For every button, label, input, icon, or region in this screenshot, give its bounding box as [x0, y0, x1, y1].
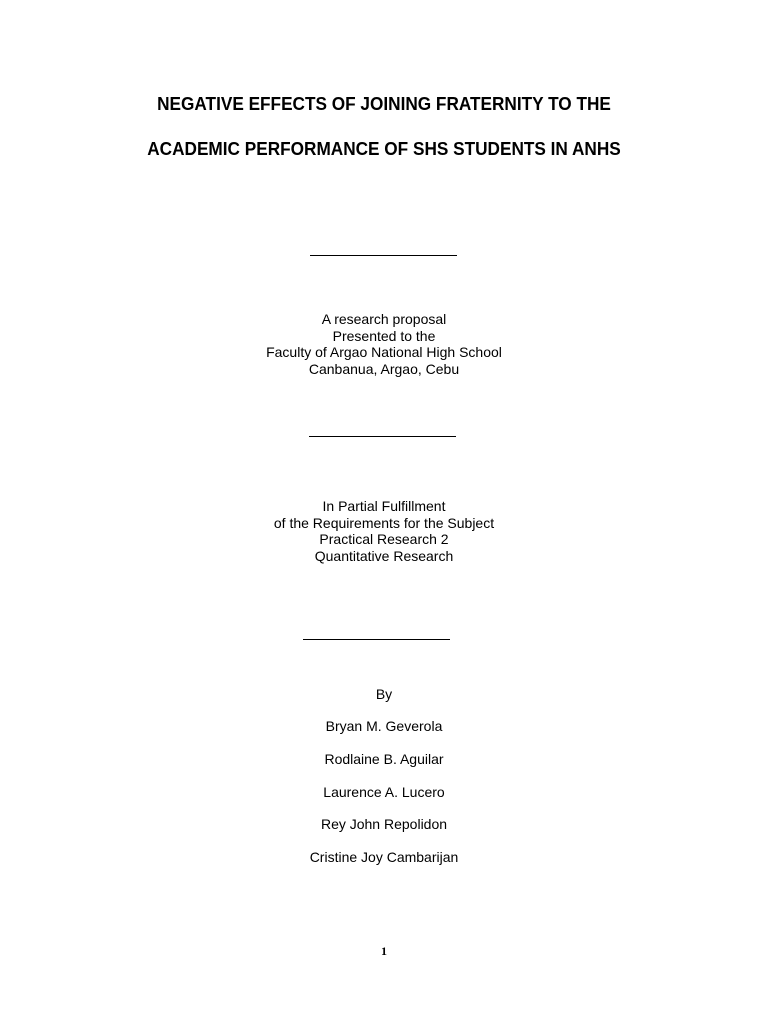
author-name-4: Rey John Repolidon	[320, 816, 448, 832]
author-name-2: Rodlaine B. Aguilar	[324, 751, 444, 767]
separator-rule-2	[309, 436, 456, 437]
title-line-2: ACADEMIC PERFORMANCE OF SHS STUDENTS IN ANHS	[147, 138, 621, 159]
author-name-1: Bryan M. Geverola	[325, 718, 443, 734]
presentation-line-1: A research proposal	[321, 311, 447, 327]
presentation-line-4: Canbanua, Argao, Cebu	[308, 360, 460, 377]
author-name-3: Laurence A. Lucero	[323, 784, 445, 800]
fulfillment-line-3: Practical Research 2	[319, 531, 449, 547]
fulfillment-line-2: of the Requirements for the Subject	[273, 514, 495, 531]
separator-rule-3	[303, 639, 450, 640]
separator-rule-1	[310, 255, 457, 256]
title-line-1: NEGATIVE EFFECTS OF JOINING FRATERNITY TO THE	[157, 93, 611, 114]
fulfillment-line-1: In Partial Fulfillment	[322, 498, 446, 514]
presentation-block	[0, 311, 768, 377]
fulfillment-block	[0, 498, 768, 564]
fulfillment-line-4: Quantitative Research	[314, 547, 454, 564]
presentation-line-3: Faculty of Argao National High School	[266, 344, 502, 360]
author-name-5: Cristine Joy Cambarijan	[309, 849, 459, 865]
presentation-line-2: Presented to the	[332, 327, 436, 344]
page-number: 1	[381, 944, 387, 958]
by-label: By	[375, 686, 393, 702]
